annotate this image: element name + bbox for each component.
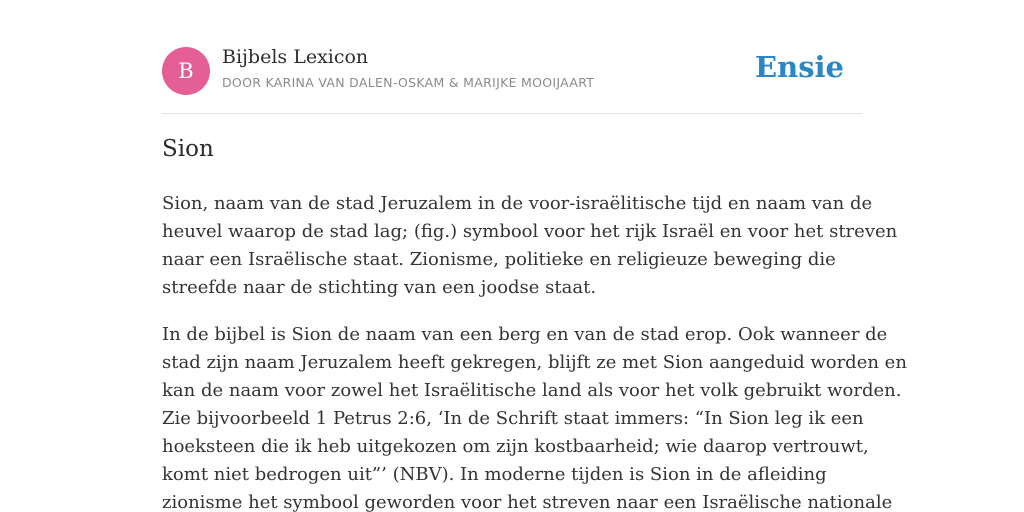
lexicon-avatar[interactable]: B [162,47,210,95]
paragraph-line: heuvel waarop de stad lag; (fig.) symbool voor het rijk Israël en voor het streven [162,221,898,242]
lexicon-title-link[interactable]: Bijbels Lexicon [222,46,369,68]
authors-byline: DOOR KARINA VAN DALEN-OSKAM & MARIJKE MOOIJAART [222,75,595,90]
paragraph-line: naar een Israëlische staat. Zionisme, politieke en religieuze beweging die [162,249,836,270]
entry-title: Sion [162,136,214,162]
paragraph-line: komt niet bedrogen uit”’ (NBV). In moderne tijden is Sion in de afleiding [162,464,827,485]
paragraph-line: streefde naar de stichting van een joodse staat. [162,277,597,298]
paragraph-line: kan de naam voor zowel het Israëlitische land als voor het volk gebruikt worden. [162,380,902,401]
paragraph-line: stad zijn naam Jeruzalem heeft gekregen, blijft ze met Sion aangeduid worden en [162,352,907,373]
paragraph-line: hoeksteen die ik heb uitgekozen om zijn kostbaarheid; wie daarop vertrouwt, [162,436,869,457]
entry-paragraph-1 [162,190,898,302]
header-divider [162,113,862,114]
paragraph-line: Zie bijvoorbeeld 1 Petrus 2:6, ‘In de Schrift staat immers: “In Sion leg ik een [162,408,864,429]
entry-paragraph-2 [162,321,907,512]
paragraph-line: In de bijbel is Sion de naam van een berg en van de stad erop. Ook wanneer de [162,324,888,345]
paragraph-line: zionisme het symbool geworden voor het streven naar een Israëlische nationale [162,492,893,512]
ensie-logo[interactable]: Ensie [755,50,844,84]
header [162,46,862,96]
paragraph-line: Sion, naam van de stad Jeruzalem in de voor-israëlitische tijd en naam van de [162,193,873,214]
